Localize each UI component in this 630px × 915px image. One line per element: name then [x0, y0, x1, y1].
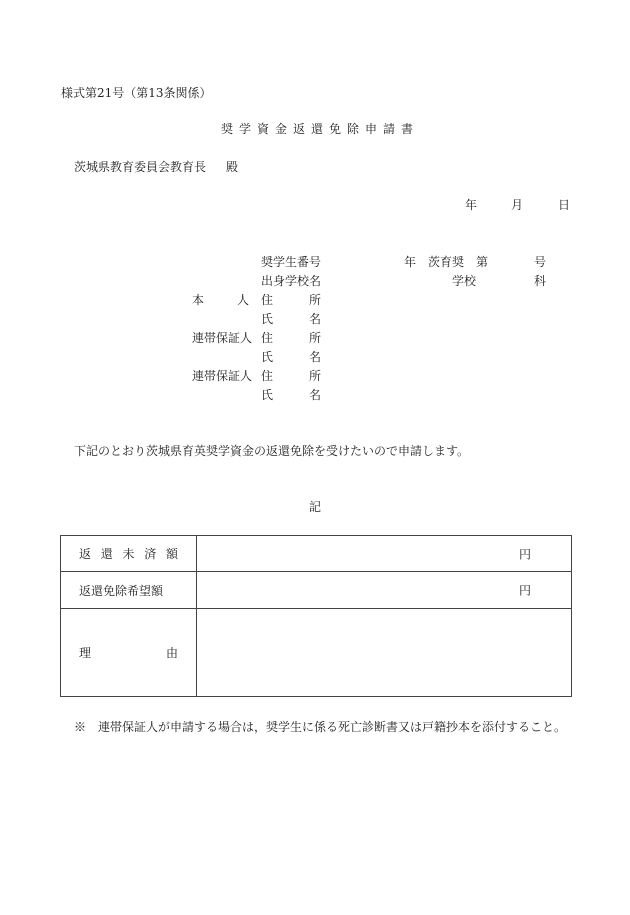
statement-text: 下記のとおり茨城県育英奨学資金の返還免除を受けたいので申請します。 [74, 444, 470, 458]
form-number: 様式第21号（第13条関係） [61, 86, 212, 100]
honnin-label-char-2: 人 [236, 293, 249, 307]
date-year: 年 [465, 198, 478, 212]
guarantor2-name-char-2: 名 [308, 388, 321, 402]
address-label-char-2: 所 [308, 293, 321, 307]
honnin-label [192, 293, 249, 307]
guarantor1-address-char-2: 所 [308, 331, 321, 345]
date-month: 月 [511, 198, 524, 212]
guarantor1-address-char-1: 住 [261, 331, 274, 345]
unpaid-amount-label-cell [61, 536, 197, 572]
guarantor2-name-label [261, 388, 321, 402]
school-label: 出身学校名 [261, 274, 322, 288]
student-number-label: 奨学生番号 [261, 255, 322, 269]
exemption-amount-field[interactable] [197, 572, 572, 609]
reason-label-cell [61, 609, 197, 697]
date-day: 日 [558, 198, 571, 212]
guarantor1-address-label [261, 331, 321, 345]
guarantor1-name-char-2: 名 [308, 350, 321, 364]
guarantor2-address-char-2: 所 [308, 369, 321, 383]
yen-unit: 円 [518, 547, 531, 561]
table-row [61, 572, 572, 609]
student-number-prefix: 茨育奨 [428, 255, 465, 269]
reason-field[interactable] [197, 609, 572, 697]
amount-table [60, 535, 572, 697]
addressee-honorific: 殿 [226, 160, 239, 174]
attachment-note: ※ 連帯保証人が申請する場合は，奨学生に係る死亡診断書又は戸籍抄本を添付すること。 [74, 720, 567, 734]
department-suffix: 科 [534, 274, 547, 288]
guarantor2-name-char-1: 氏 [261, 388, 274, 402]
guarantor-label-2: 連帯保証人 [192, 369, 253, 383]
address-label [261, 293, 321, 307]
table-row [61, 536, 572, 572]
yen-unit: 円 [518, 583, 531, 598]
reason-label: 理 由 [79, 646, 178, 660]
guarantor-label-1: 連帯保証人 [192, 331, 253, 345]
unpaid-amount-field[interactable] [197, 536, 572, 572]
name-label-char-1: 氏 [261, 312, 274, 326]
school-suffix: 学校 [452, 274, 477, 288]
ki-heading: 記 [309, 500, 322, 514]
student-number-suffix: 号 [534, 255, 547, 269]
honnin-label-char-1: 本 [192, 293, 205, 307]
student-number-dai: 第 [476, 255, 489, 269]
name-label-char-2: 名 [308, 312, 321, 326]
guarantor1-name-char-1: 氏 [261, 350, 274, 364]
name-label [261, 312, 321, 326]
unpaid-amount-label: 返 還 未 済 額 [79, 547, 178, 561]
document-title: 奨学資金返還免除申請書 [221, 122, 420, 136]
guarantor1-name-label [261, 350, 321, 364]
address-label-char-1: 住 [261, 293, 274, 307]
guarantor2-address-char-1: 住 [261, 369, 274, 383]
addressee-name: 茨城県教育委員会教育長 [74, 160, 207, 174]
table-row [61, 609, 572, 697]
student-number-year: 年 [404, 255, 417, 269]
guarantor2-address-label [261, 369, 321, 383]
exemption-amount-label: 返還免除希望額 [61, 572, 197, 609]
